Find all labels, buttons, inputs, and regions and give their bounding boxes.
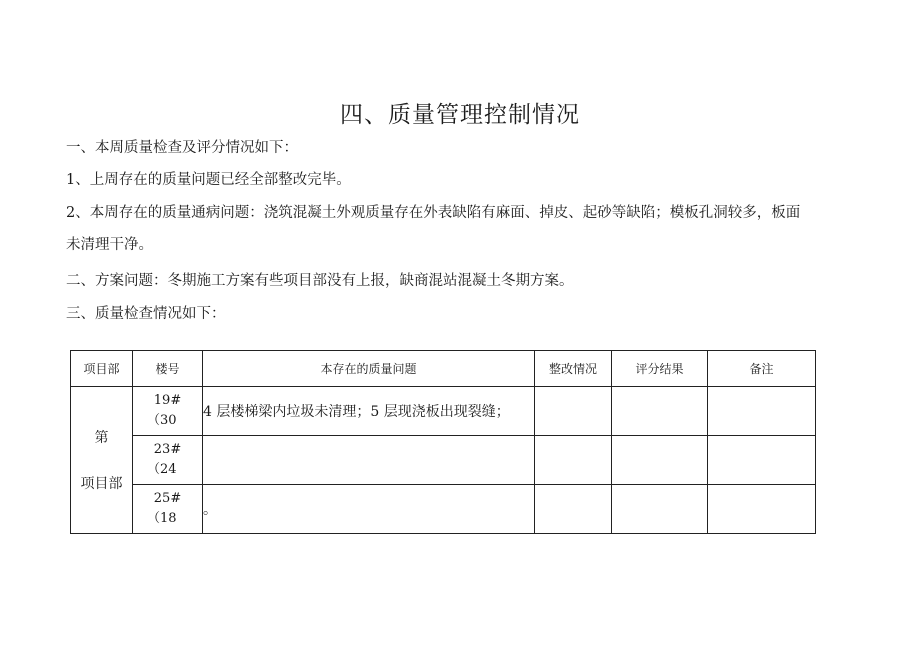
table-header-row xyxy=(71,351,816,387)
section-paragraph: 一、本周质量检查及评分情况如下： xyxy=(66,140,298,156)
rectification-cell xyxy=(535,387,612,436)
rectification-cell xyxy=(535,485,612,534)
table-row xyxy=(71,436,816,485)
quality-inspection-table xyxy=(70,350,816,534)
issue-cell xyxy=(203,436,535,485)
building-sub: （24 xyxy=(147,462,177,477)
section-paragraph: 未清理干净。 xyxy=(66,237,153,253)
section-paragraph: 2、本周存在的质量通病问题：浇筑混凝土外观质量存在外表缺陷有麻面、掉皮、起砂等缺陷；模板孔洞较多，板面 xyxy=(66,205,801,221)
building-sub: （30 xyxy=(147,413,177,428)
section-paragraph: 三、质量检查情况如下： xyxy=(66,306,226,322)
section-paragraph: 二、方案问题：冬期施工方案有些项目部没有上报，缺商混站混凝土冬期方案。 xyxy=(66,273,574,289)
building-sub: （18 xyxy=(147,511,177,526)
building-number: 23# xyxy=(153,442,182,457)
department-label-line2: 项目部 xyxy=(80,476,123,492)
note-cell xyxy=(708,436,816,485)
building-number: 19# xyxy=(153,393,182,408)
building-cell xyxy=(133,436,203,485)
building-cell xyxy=(133,387,203,436)
department-cell xyxy=(71,387,133,534)
header-rectification: 整改情况 xyxy=(535,351,612,387)
building-cell xyxy=(133,485,203,534)
issue-cell: 。 xyxy=(203,485,535,534)
note-cell xyxy=(708,485,816,534)
department-label-line1: 第 xyxy=(94,430,109,446)
page-title: 四、质量管理控制情况 xyxy=(340,102,580,128)
building-number: 25# xyxy=(153,491,182,506)
score-cell xyxy=(612,436,708,485)
section-paragraph: 1、上周存在的质量问题已经全部整改完毕。 xyxy=(66,172,351,188)
header-department: 项目部 xyxy=(71,351,133,387)
header-score: 评分结果 xyxy=(612,351,708,387)
table-row xyxy=(71,387,816,436)
issue-cell: 4 层楼梯梁内垃圾未清理；5 层现浇板出现裂缝； xyxy=(203,387,535,436)
header-building: 楼号 xyxy=(133,351,203,387)
score-cell xyxy=(612,485,708,534)
rectification-cell xyxy=(535,436,612,485)
header-note: 备注 xyxy=(708,351,816,387)
table-row xyxy=(71,485,816,534)
header-issues: 本存在的质量问题 xyxy=(203,351,535,387)
note-cell xyxy=(708,387,816,436)
score-cell xyxy=(612,387,708,436)
